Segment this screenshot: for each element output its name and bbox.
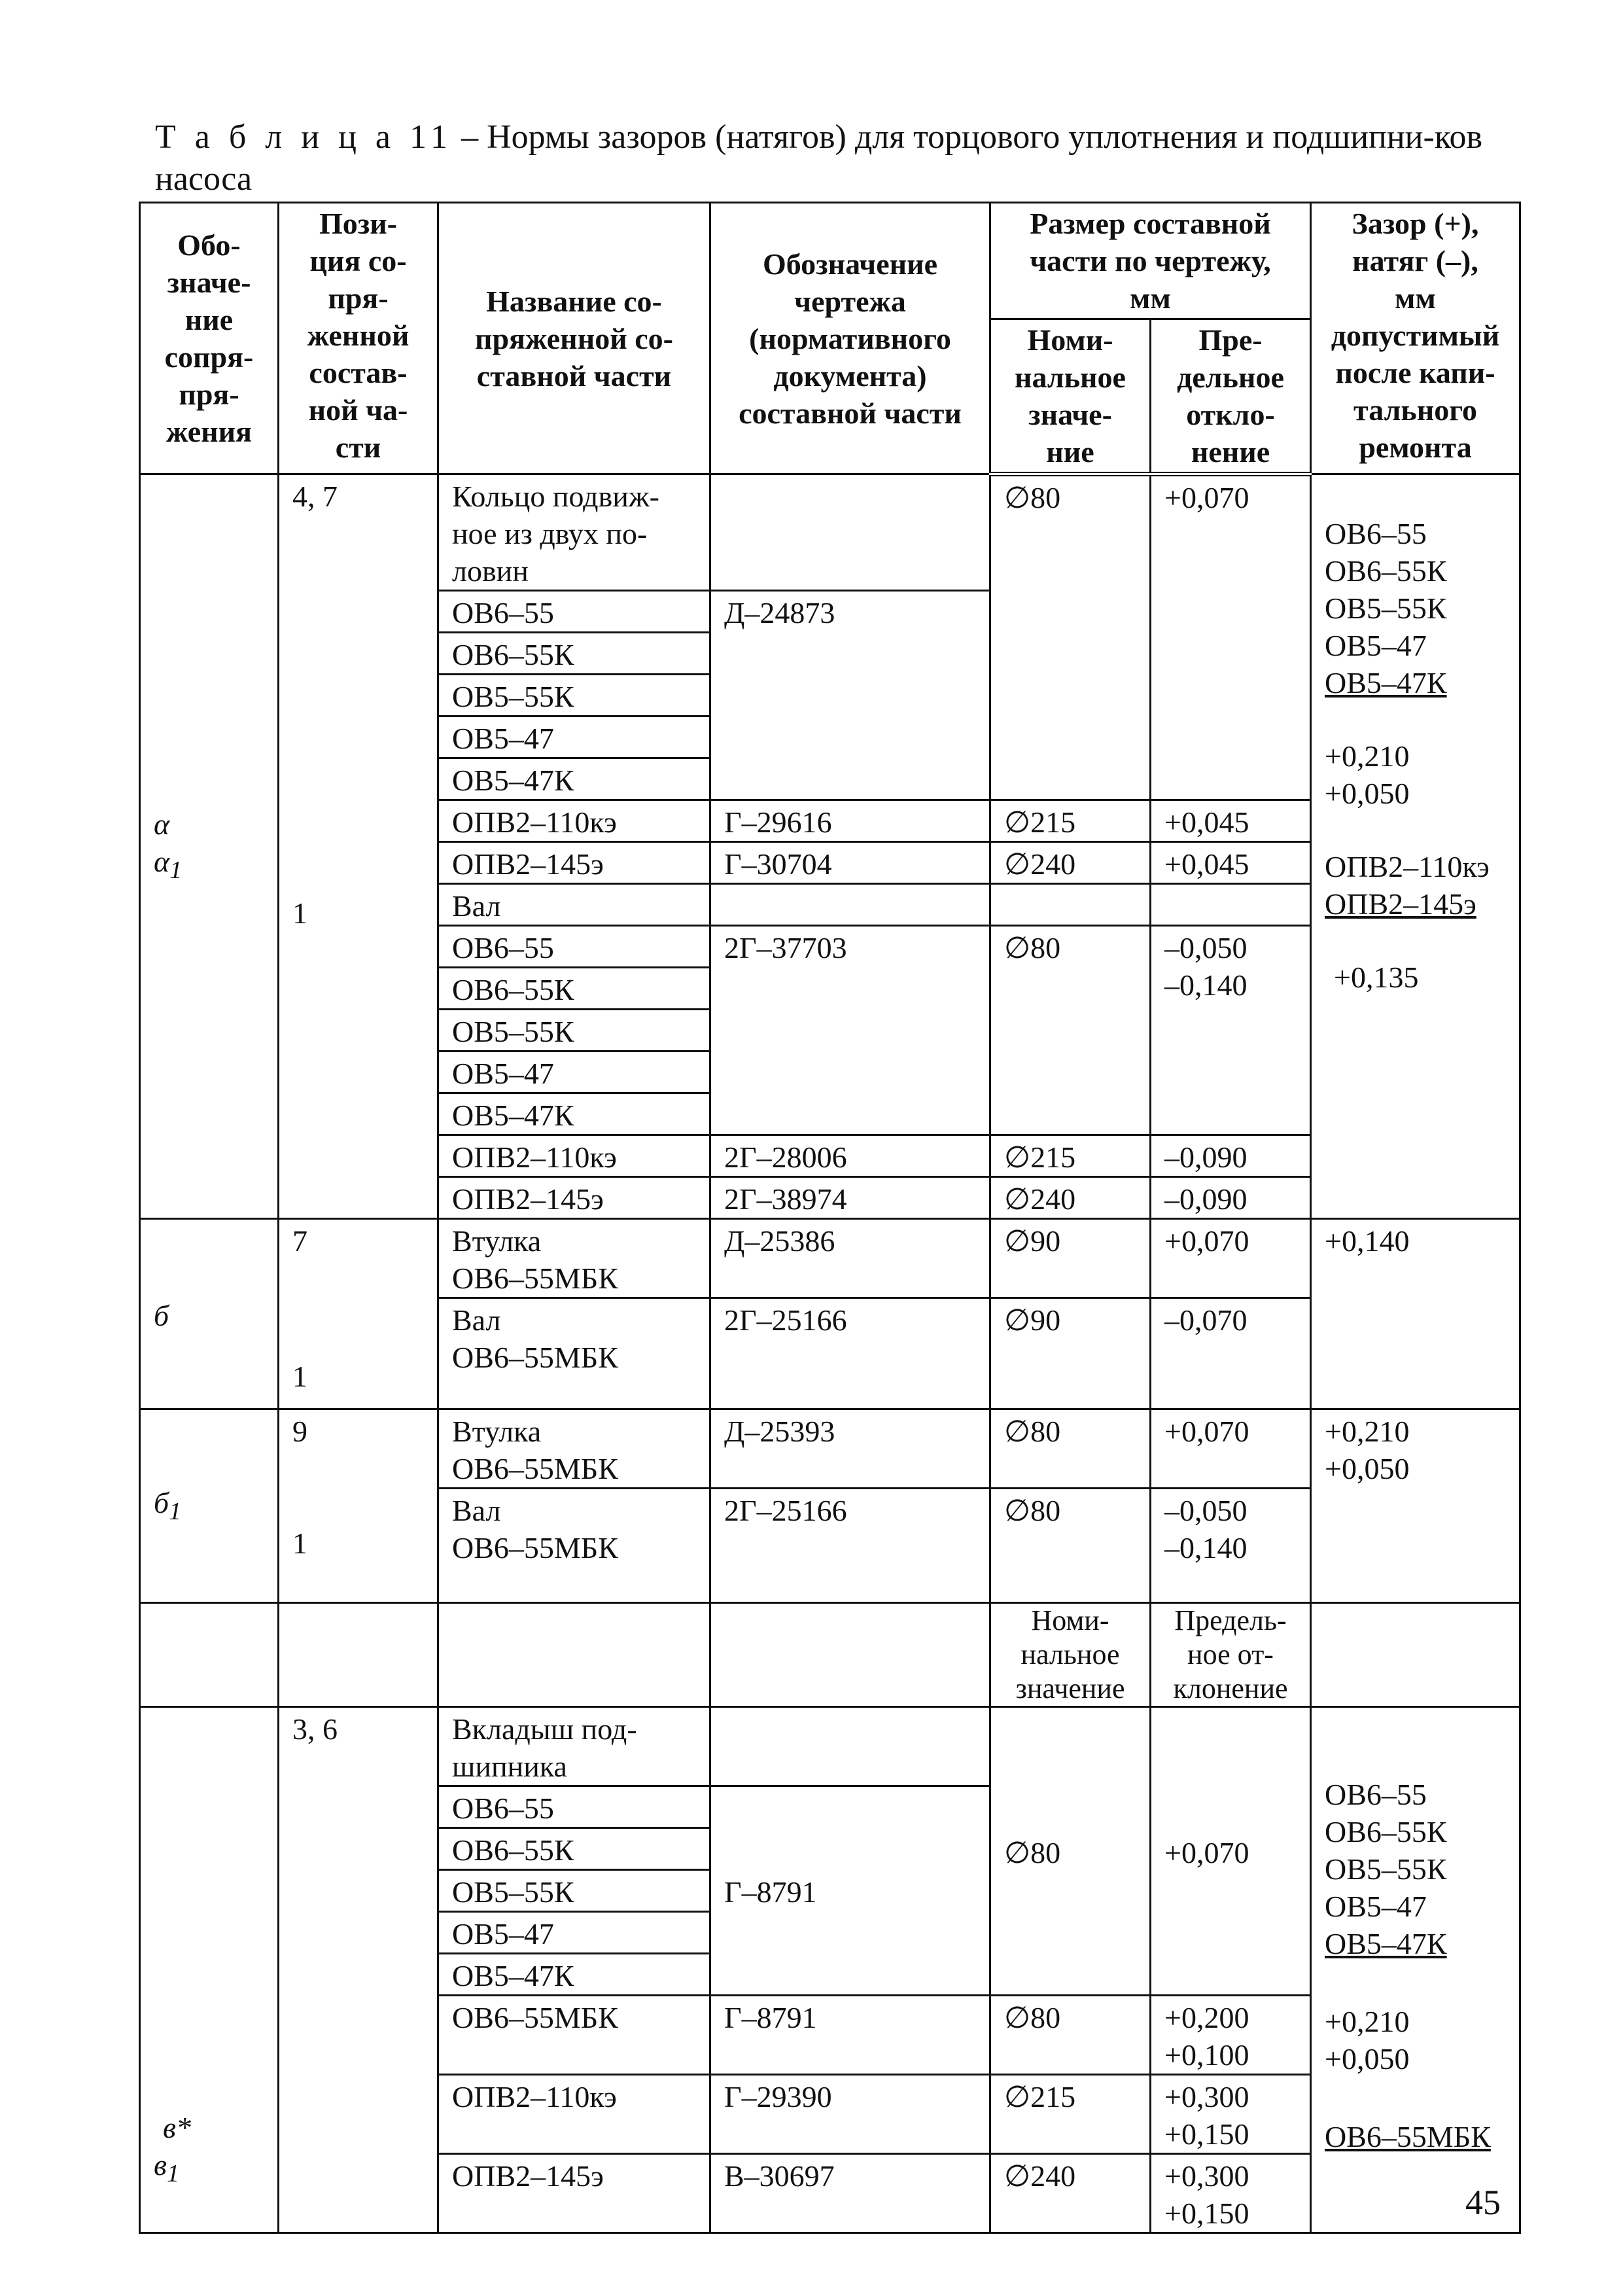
drawing-number: Г–30704 xyxy=(710,842,990,884)
nominal-value: ∅215 xyxy=(990,2075,1151,2154)
header-designation: Обо- значе- ние сопря- пря- жения xyxy=(140,203,279,474)
nominal-value: ∅90 xyxy=(990,1298,1151,1409)
drawing-number: В–30697 xyxy=(710,2154,990,2233)
drawing-number: 2Г–37703 xyxy=(710,926,990,1135)
deviation-value: +0,070 xyxy=(1151,474,1311,800)
drawing-number: 2Г–38974 xyxy=(710,1177,990,1219)
subheader-nominal: Номи- нальное значение xyxy=(990,1603,1151,1707)
part-name: ОВ5–47 xyxy=(438,1051,710,1093)
drawing-number: Д–25393 xyxy=(710,1409,990,1489)
header-deviation: Пре- дельное откло- нение xyxy=(1151,319,1311,474)
subheader-deviation: Предель- ное от- клонение xyxy=(1151,1603,1311,1707)
clearance-norms-table xyxy=(139,202,1521,2234)
nominal-value: ∅90 xyxy=(990,1219,1151,1298)
drawing-number: Г–8791 xyxy=(710,1786,990,1996)
deviation-value: –0,090 xyxy=(1151,1135,1311,1177)
nominal-value: ∅80 xyxy=(990,1409,1151,1489)
nominal-value: ∅215 xyxy=(990,800,1151,842)
nominal-value: ∅215 xyxy=(990,1135,1151,1177)
drawing-number: Д–24873 xyxy=(710,591,990,800)
drawing-number: Д–25386 xyxy=(710,1219,990,1298)
page-number: 45 xyxy=(1465,2183,1501,2222)
header-gap: Зазор (+), натяг (–), мм допустимый после капи- тального ремонта xyxy=(1311,203,1520,474)
empty-cell xyxy=(1311,1603,1520,1707)
drawing-number: Г–29390 xyxy=(710,2075,990,2154)
part-name: ОПВ2–145э xyxy=(438,842,710,884)
part-name: ОВ5–47К xyxy=(438,1093,710,1135)
drawing-cell xyxy=(710,1707,990,1786)
part-name: ОВ5–55К xyxy=(438,1870,710,1912)
designation-b1: $б_1$ xyxy=(140,1409,279,1603)
designation-alpha: α $\alpha_1$ xyxy=(140,474,279,1219)
deviation-cell xyxy=(1151,884,1311,926)
part-name: ОВ6–55МБК xyxy=(438,1996,710,2075)
deviation-value: +0,070 xyxy=(1151,1219,1311,1298)
deviation-value: +0,200 +0,100 xyxy=(1151,1996,1311,2075)
nominal-value: ∅240 xyxy=(990,2154,1151,2233)
drawing-number: 2Г–28006 xyxy=(710,1135,990,1177)
header-part-name: Название со- пряженной со- ставной части xyxy=(438,203,710,474)
nominal-value: ∅80 xyxy=(990,1996,1151,2075)
caption-text: – Нормы зазоров (натягов) для торцового уплотнения и подшипни-ков насоса xyxy=(155,118,1483,198)
part-name: ОПВ2–110кэ xyxy=(438,2075,710,2154)
part-name: Вкладыш под- шипника xyxy=(438,1707,710,1786)
nominal-value: ∅80 xyxy=(990,1489,1151,1603)
part-name: ОПВ2–145э xyxy=(438,1177,710,1219)
part-name: Втулка ОВ6–55МБК xyxy=(438,1219,710,1298)
part-name: ОВ6–55К xyxy=(438,1828,710,1870)
header-drawing: Обозначение чертежа (нормативного документа) составной части xyxy=(710,203,990,474)
deviation-value: +0,045 xyxy=(1151,800,1311,842)
deviation-value: –0,050 –0,140 xyxy=(1151,1489,1311,1603)
deviation-value: +0,070 xyxy=(1151,1409,1311,1489)
gap-alpha: ОВ6–55 ОВ6–55К ОВ5–55К ОВ5–47 ОВ5–47К +0,210 +0,050 ОПВ2–110кэ ОПВ2–145э +0,135 xyxy=(1311,474,1520,1219)
empty-cell xyxy=(279,1603,438,1707)
nominal-value: ∅80 xyxy=(990,474,1151,800)
position-alpha: 4, 7 1 xyxy=(279,474,438,1219)
part-name: Вал ОВ6–55МБК xyxy=(438,1298,710,1409)
position-v: 3, 6 xyxy=(279,1707,438,2233)
position-b1: 9 1 xyxy=(279,1409,438,1603)
part-name: ОВ5–47К xyxy=(438,758,710,800)
deviation-value: +0,070 xyxy=(1151,1707,1311,1996)
nominal-value: ∅80 xyxy=(990,1707,1151,1996)
drawing-number: Г–8791 xyxy=(710,1996,990,2075)
part-name: ОВ6–55 xyxy=(438,1786,710,1828)
deviation-value: –0,090 xyxy=(1151,1177,1311,1219)
deviation-value: –0,070 xyxy=(1151,1298,1311,1409)
part-name: Втулка ОВ6–55МБК xyxy=(438,1409,710,1489)
part-name: Кольцо подвиж- ное из двух по- ловин xyxy=(438,474,710,591)
part-name: ОВ6–55К xyxy=(438,968,710,1010)
drawing-cell xyxy=(710,884,990,926)
part-name: ОВ6–55 xyxy=(438,926,710,968)
nominal-value: ∅240 xyxy=(990,1177,1151,1219)
drawing-number: 2Г–25166 xyxy=(710,1298,990,1409)
drawing-number: 2Г–25166 xyxy=(710,1489,990,1603)
part-name: Вал xyxy=(438,884,710,926)
part-name: ОВ5–55К xyxy=(438,675,710,716)
caption-label: Т а б л и ц а 11 xyxy=(155,118,453,156)
designation-b: б xyxy=(140,1219,279,1409)
part-name: ОВ5–47К xyxy=(438,1954,710,1996)
part-name: ОПВ2–110кэ xyxy=(438,1135,710,1177)
gap-b1: +0,210 +0,050 xyxy=(1311,1409,1520,1603)
part-name: ОВ6–55К xyxy=(438,633,710,675)
nominal-value: ∅240 xyxy=(990,842,1151,884)
empty-cell xyxy=(710,1603,990,1707)
part-name: ОВ5–47 xyxy=(438,1912,710,1954)
table-caption xyxy=(155,116,1522,200)
empty-cell xyxy=(438,1603,710,1707)
nominal-value: ∅80 xyxy=(990,926,1151,1135)
deviation-value: –0,050 –0,140 xyxy=(1151,926,1311,1135)
part-name: ОПВ2–110кэ xyxy=(438,800,710,842)
deviation-value: +0,045 xyxy=(1151,842,1311,884)
drawing-number: Г–29616 xyxy=(710,800,990,842)
part-name: ОВ6–55 xyxy=(438,591,710,633)
designation-v: в* $в_1$ xyxy=(140,1707,279,2233)
part-name: ОПВ2–145э xyxy=(438,2154,710,2233)
deviation-value: +0,300 +0,150 xyxy=(1151,2075,1311,2154)
deviation-value: +0,300 +0,150 xyxy=(1151,2154,1311,2233)
gap-b: +0,140 xyxy=(1311,1219,1520,1409)
nominal-cell xyxy=(990,884,1151,926)
part-name: Вал ОВ6–55МБК xyxy=(438,1489,710,1603)
header-size: Размер составной части по чертежу, мм xyxy=(990,203,1311,319)
header-position: Пози- ция со- пря- женной состав- ной ча- сти xyxy=(279,203,438,474)
gap-v: ОВ6–55 ОВ6–55К ОВ5–55К ОВ5–47 ОВ5–47К +0,210 +0,050 ОВ6–55МБК xyxy=(1311,1707,1520,2233)
part-name: ОВ5–55К xyxy=(438,1010,710,1051)
empty-cell xyxy=(140,1603,279,1707)
part-name: ОВ5–47 xyxy=(438,716,710,758)
drawing-cell xyxy=(710,474,990,591)
position-b: 7 1 xyxy=(279,1219,438,1409)
header-nominal: Номи- нальное значе- ние xyxy=(990,319,1151,474)
